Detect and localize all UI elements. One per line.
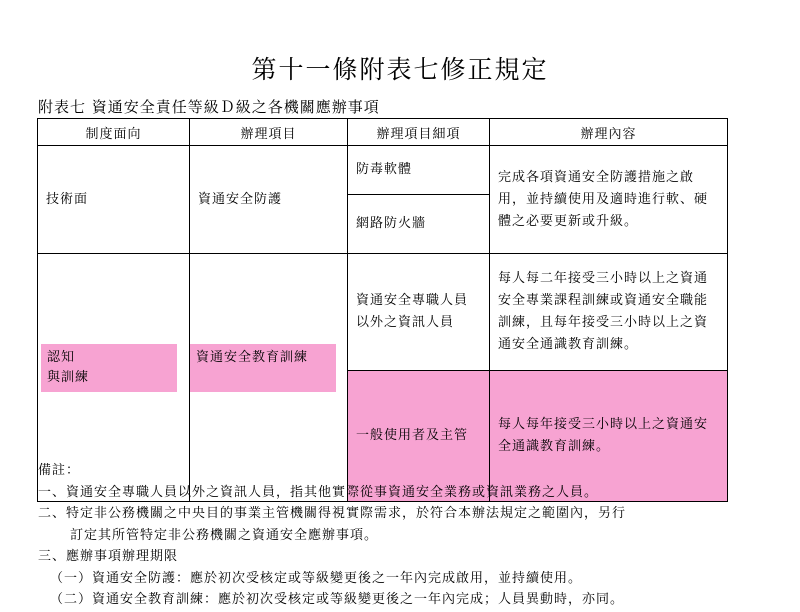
category-line1: 認知: [47, 350, 76, 365]
requirements-table: [37, 118, 728, 502]
note-3: 三、應辦事項辦理期限: [38, 549, 179, 564]
content-protection: 完成各項資通安全防護措施之啟用，並持續使用及適時進行軟、硬體之必要更新或升級。: [490, 146, 728, 254]
note-2: 二、特定非公務機關之中央目的事業主管機關得視實際需求，於符合本辦法規定之範圍內，另行: [38, 506, 627, 521]
table-row: [38, 254, 728, 371]
notes-heading: 備註：: [38, 463, 81, 478]
header-content: 辦理內容: [490, 119, 728, 146]
table-header-row: [38, 119, 728, 146]
note-1: 一、資通安全專職人員以外之資訊人員，指其他實際從事資通安全業務或資訊業務之人員。: [38, 484, 599, 500]
header-item: 辦理項目: [190, 119, 348, 146]
detail-antivirus: 防毒軟體: [348, 146, 490, 195]
note-2-continued: 訂定其所管特定非公務機關之資通安全應辦事項。: [70, 527, 379, 543]
table-caption: 附表七 資通安全責任等級Ｄ級之各機關應辦事項: [38, 98, 380, 116]
content-general-users: 每人每年接受三小時以上之資通安全通識教育訓練。: [490, 371, 728, 502]
category-line2: 與訓練: [47, 370, 90, 385]
item-training-label: 資通安全教育訓練: [196, 350, 309, 365]
notes-section: [38, 460, 778, 611]
category-highlight: [41, 344, 177, 392]
category-technical: 技術面: [38, 146, 190, 254]
content-it-staff: 每人每二年接受三小時以上之資通安全專業課程訓練或資通安全職能訓練，且每年接受三小時以上之資通安全通識教育訓練。: [490, 254, 728, 371]
item-security-protection: 資通安全防護: [190, 146, 348, 254]
item-highlight: [190, 344, 336, 392]
table-row: [38, 146, 728, 195]
detail-it-staff: 資通安全專職人員以外之資訊人員: [348, 254, 490, 371]
detail-firewall: 網路防火牆: [348, 195, 490, 254]
document-title: 第十一條附表七修正規定: [251, 55, 549, 84]
note-3-2: （二）資通安全教育訓練：應於初次受核定或等級變更後之一年內完成；人員異動時，亦同。: [50, 592, 625, 607]
header-aspect: 制度面向: [38, 119, 190, 146]
note-3-1: （一）資通安全防護：應於初次受核定或等級變更後之一年內完成啟用，並持續使用。: [50, 570, 583, 586]
header-detail: 辦理項目細項: [348, 119, 490, 146]
detail-general-users: 一般使用者及主管: [348, 371, 490, 502]
